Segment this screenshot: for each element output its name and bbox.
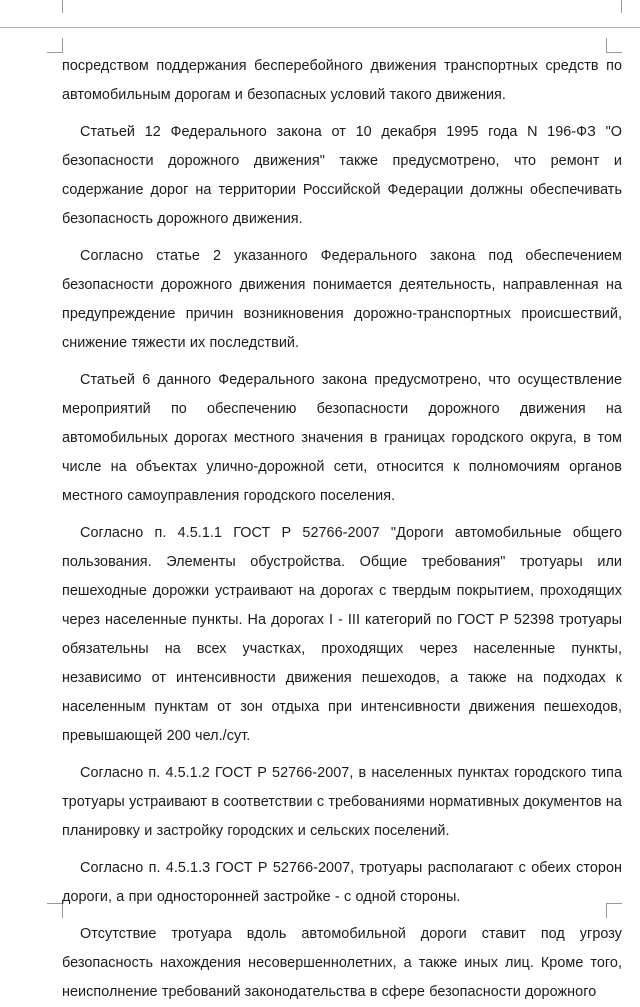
paragraph: Статьей 12 Федерального закона от 10 декабря 1995 года N 196-ФЗ "О безопасности дорожного движения" также предусмотрено, что ремонт и содержание дорог на территории Российской Федерации должны обеспечивать безопасность дорожного движения.: [62, 124, 622, 227]
paragraph: Согласно п. 4.5.1.2 ГОСТ Р 52766-2007, в населенных пунктах городского типа тротуары устраивают в соответствии с требованиями нормативных документов на планировку и застройку городских и сельских поселений.: [62, 765, 622, 839]
paragraph: Согласно п. 4.5.1.1 ГОСТ Р 52766-2007 "Дороги автомобильные общего пользования. Элементы обустройства. Общие требования" тротуары или пешеходные дорожки устраивают на дорогах с твердым покрытием, проходящих через населенные пункты. На дорогах I - III категорий по ГОСТ Р 52398 тротуары обязательны на всех участках, проходящих через населенные пункты, независимо от интенсивности движения пешеходов, а также на подходах к населенным пунктам от зон отдыха при интенсивности движения пешеходов, превышающей 200 чел./сут.: [62, 525, 622, 744]
paragraph: Согласно п. 4.5.1.3 ГОСТ Р 52766-2007, тротуары располагают с обеих сторон дороги, а при односторонней застройке - с одной стороны.: [62, 860, 622, 905]
header-rule: [0, 27, 640, 28]
paragraph: Статьей 6 данного Федерального закона предусмотрено, что осуществление мероприятий по обеспечению безопасности дорожного движения на автомобильных дорогах местного значения в границах городского округа, в том числе на объектах улично-дорожной сети, относится к полномочиям органов местного самоуправления городского поселения.: [62, 372, 622, 504]
document-text-block: [62, 52, 622, 1007]
paragraph: посредством поддержания бесперебойного движения транспортных средств по автомобильным дорогам и безопасных условий такого движения.: [62, 58, 622, 103]
top-tick-mark-right: [621, 0, 622, 13]
top-tick-mark-left: [62, 0, 63, 13]
paragraph: Отсутствие тротуара вдоль автомобильной дороги ставит под угрозу безопасность нахождения несовершеннолетних, а также иных лиц. Кроме того, неисполнение требований законодательства в сфере безопасности дорожного: [62, 926, 622, 1000]
crop-mark-top-left: [47, 38, 63, 53]
crop-mark-top-right: [606, 38, 622, 53]
paragraph: Согласно статье 2 указанного Федерального закона под обеспечением безопасности дорожного движения понимается деятельность, направленная на предупреждение причин возникновения дорожно-транспортных происшествий, снижение тяжести их последствий.: [62, 248, 622, 351]
crop-mark-bottom-left: [47, 903, 63, 918]
